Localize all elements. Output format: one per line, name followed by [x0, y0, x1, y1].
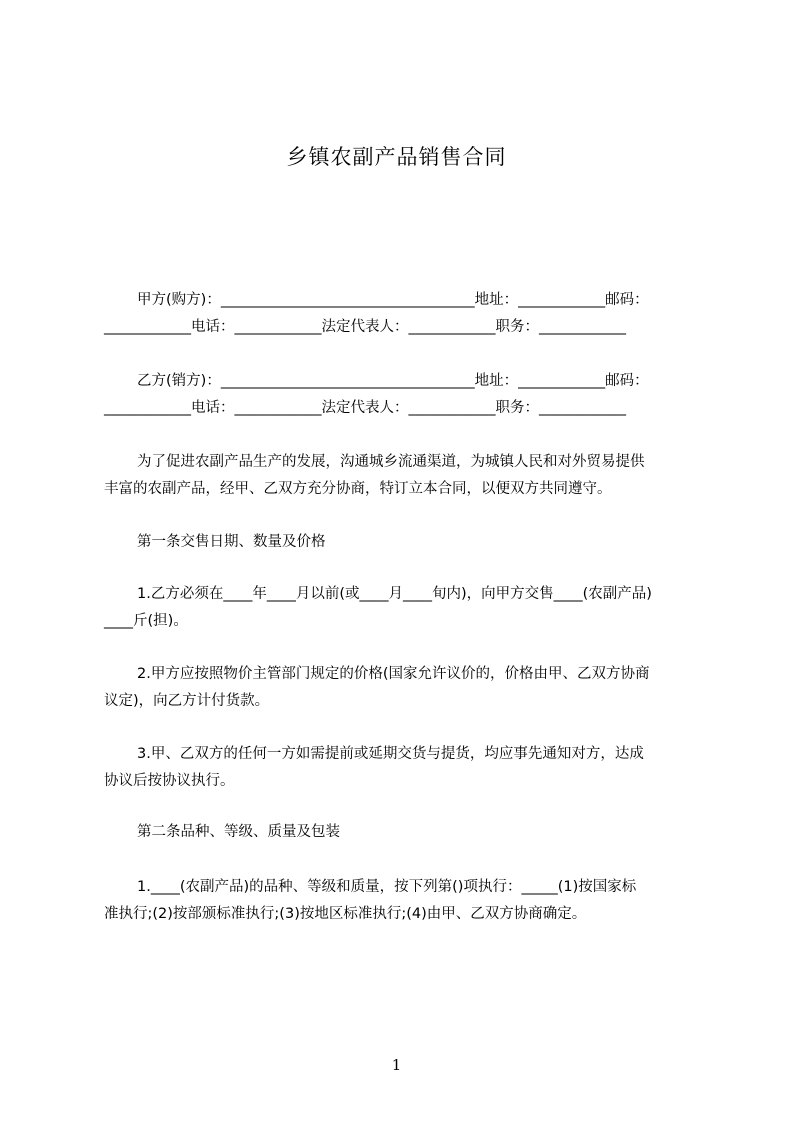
article-1-clause-1-line-1: 1.乙方必须在____年____月以前(或____月____旬内)，向甲方交售____(农副产品) [137, 586, 652, 602]
preamble-line-2: 丰富的农副产品，经甲、乙双方充分协商，特订立本合同，以便双方共同遵守。 [104, 481, 612, 497]
preamble-paragraph [104, 449, 714, 503]
article-1-clause-3 [104, 741, 714, 795]
party-b-block [104, 368, 714, 422]
article-1-clause-2-line-1: 2.甲方应按照物价主管部门规定的价格(国家允许议价的，价格由甲、乙双方协商 [137, 666, 650, 682]
article-2-clause-1-line-2: 准执行;(2)按部颁标准执行;(3)按地区标准执行;(4)由甲、乙双方协商确定。 [104, 906, 587, 922]
article-2-clause-1 [104, 874, 714, 928]
article-1-heading: 第一条交售日期、数量及价格 [137, 534, 326, 550]
document-title: 乡镇农副产品销售合同 [286, 145, 507, 169]
article-1-heading-block [104, 529, 714, 556]
party-b-line-2: ____________电话：____________法定代表人：____________职务：____________ [104, 400, 626, 416]
party-a-line-1: 甲方(购方)：___________________________________地址：____________邮码： [137, 292, 649, 308]
article-1-clause-3-line-2: 协议后按协议执行。 [104, 773, 235, 789]
page-number: 1 [391, 1056, 402, 1074]
article-1-clause-3-line-1: 3.甲、乙双方的任何一方如需提前或延期交货与提货，均应事先通知对方，达成 [137, 746, 644, 762]
party-b-line-1: 乙方(销方)：___________________________________地址：____________邮码： [137, 373, 649, 389]
article-1-clause-1 [104, 581, 714, 635]
article-2-clause-1-line-1: 1.____(农副产品)的品种、等级和质量，按下列第()项执行：_____(1)按国家标 [137, 879, 637, 895]
party-a-line-2: ____________电话：____________法定代表人：____________职务：____________ [104, 319, 626, 335]
article-1-clause-2 [104, 661, 714, 715]
article-1-clause-2-line-2: 议定)，向乙方计付货款。 [104, 693, 270, 709]
article-2-heading-block [104, 819, 714, 846]
article-2-heading: 第二条品种、等级、质量及包装 [137, 824, 340, 840]
article-1-clause-1-line-2: ____斤(担)。 [104, 613, 188, 629]
preamble-line-1: 为了促进农副产品生产的发展，沟通城乡流通渠道，为城镇人民和对外贸易提供 [137, 454, 645, 470]
party-a-block [104, 287, 714, 341]
